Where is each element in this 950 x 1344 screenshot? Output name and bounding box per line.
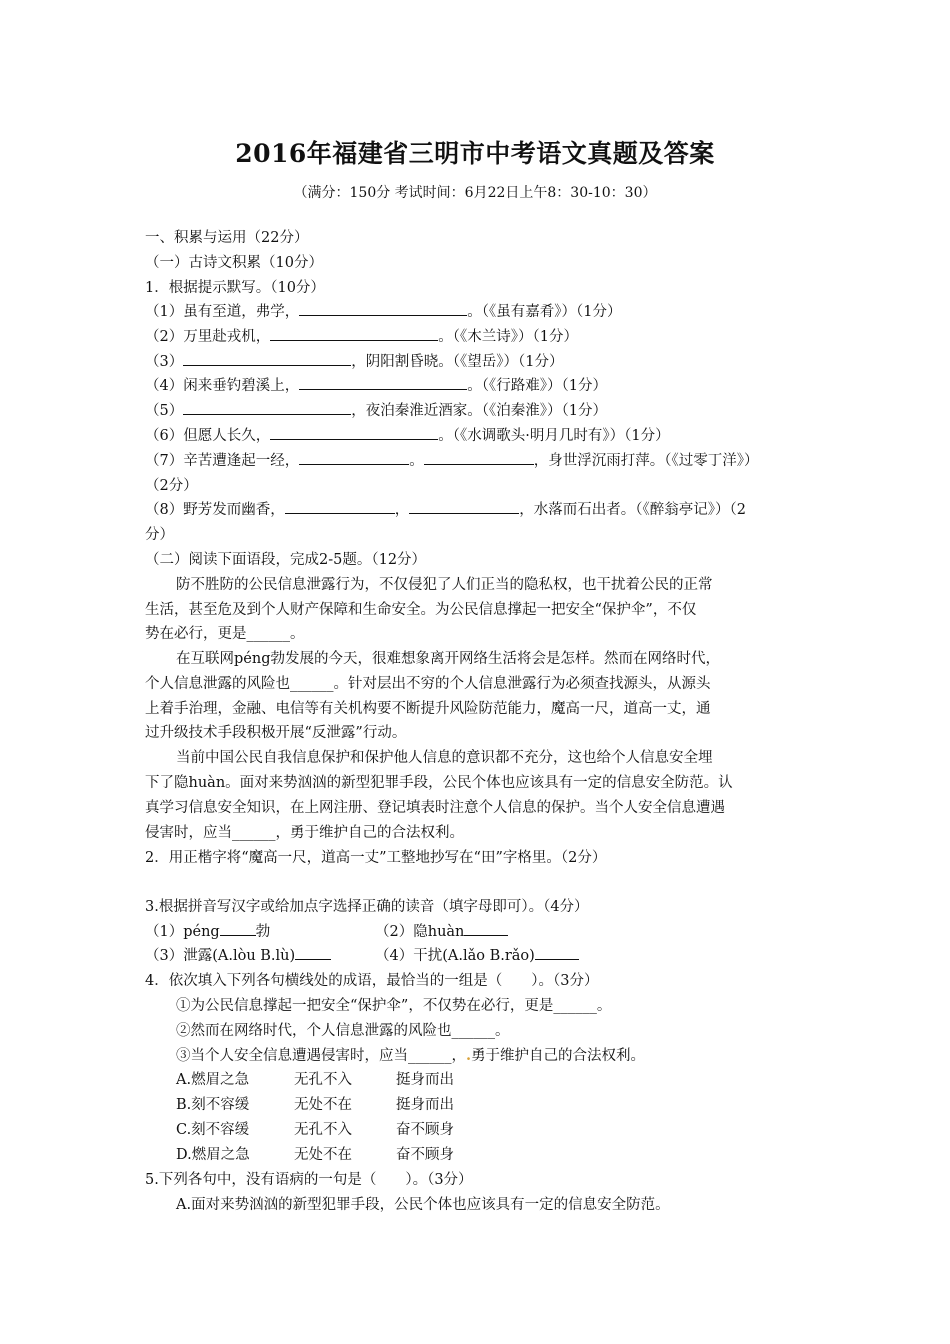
question-5-stem: 5.下列各句中，没有语病的一句是（ ）。（3分） xyxy=(145,1172,473,1188)
q3-part-3-label: （3）泄露(A.lòu B.lù) xyxy=(145,948,296,964)
question-1-stem: 1．根据提示默写。（10分） xyxy=(145,280,325,296)
item-prefix: （1）虽有至道，弗学， xyxy=(145,304,300,320)
q5-option-a[interactable]: A.面对来势汹汹的新型犯罪手段，公民个体也应该具有一定的信息安全防范。 xyxy=(176,1197,670,1213)
option-idiom-3: 挺身而出 xyxy=(396,1097,454,1113)
passage-line: 个人信息泄露的风险也______。针对层出不穷的个人信息泄露行为必须查找源头，从源头 xyxy=(145,676,711,692)
answer-blank[interactable] xyxy=(270,427,438,440)
q3-part-1 xyxy=(145,923,375,941)
option-idiom-3: 奋不顾身 xyxy=(396,1122,454,1138)
q3-part-1-suffix: 勃 xyxy=(255,924,271,940)
item-suffix: 。（《行路难》）（1分） xyxy=(467,378,607,394)
answer-blank[interactable] xyxy=(295,947,331,960)
option-idiom-2: 无处不在 xyxy=(294,1097,352,1113)
answer-blank[interactable] xyxy=(464,923,508,936)
recitation-item xyxy=(145,353,563,371)
option-label: C.刻不容缓 xyxy=(176,1122,250,1138)
option-label: D.燃眉之急 xyxy=(176,1147,250,1163)
item-prefix: （5） xyxy=(145,403,184,419)
recitation-item xyxy=(145,328,578,346)
answer-blank[interactable] xyxy=(183,402,351,415)
option-label: B.刻不容缓 xyxy=(176,1097,250,1113)
option-label: A.燃眉之急 xyxy=(176,1072,250,1088)
option-idiom-2: 无孔不入 xyxy=(294,1122,352,1138)
q4-option-b[interactable] xyxy=(176,1096,454,1114)
answer-blank[interactable] xyxy=(285,501,395,514)
answer-blank[interactable] xyxy=(220,923,256,936)
item-7-points: （2分） xyxy=(145,478,198,494)
q4-sentence-3-start: ③当个人安全信息遭遇侵害时，应当______， xyxy=(176,1048,466,1064)
passage-line: 过升级技术手段积极开展“反泄露”行动。 xyxy=(145,725,407,741)
item-suffix: 。（《木兰诗》）（1分） xyxy=(438,329,578,345)
item-prefix: （7）辛苦遭逢起一经， xyxy=(145,453,300,469)
q4-option-d[interactable] xyxy=(176,1146,454,1164)
recitation-item xyxy=(145,377,607,395)
item-suffix: ，夜泊秦淮近酒家。（《泊秦淮》）（1分） xyxy=(351,403,607,419)
item-suffix: 。（《水调歌头·明月几时有》）（1分） xyxy=(438,428,670,444)
answer-blank[interactable] xyxy=(183,353,351,366)
recitation-item xyxy=(145,427,670,445)
answer-blank[interactable] xyxy=(299,303,467,316)
answer-blank[interactable] xyxy=(299,377,467,390)
emphasis-dot: . xyxy=(466,1047,472,1064)
page-title: 2016年福建省三明市中考语文真题及答案 xyxy=(235,139,715,168)
passage-line: 在互联网péng勃发展的今天，很难想象离开网络生活将会是怎样。然而在网络时代， xyxy=(176,651,720,667)
answer-blank[interactable] xyxy=(424,452,534,465)
answer-blank[interactable] xyxy=(535,947,579,960)
subsection-heading: （二）阅读下面语段，完成2-5题。（12分） xyxy=(145,552,427,568)
question-2-stem: 2．用正楷字将“魔高一尺，道高一丈”工整地抄写在“田”字格里。（2分） xyxy=(145,850,607,866)
section-heading: 一、积累与运用（22分） xyxy=(145,230,309,246)
option-idiom-2: 无处不在 xyxy=(294,1147,352,1163)
question-3-row-2 xyxy=(145,947,579,965)
item-suffix: 。（《虽有嘉肴》）（1分） xyxy=(467,304,622,320)
q3-part-3 xyxy=(145,947,375,965)
recitation-item xyxy=(145,402,607,420)
item-suffix: ，阴阳割昏晓。（《望岳》）（1分） xyxy=(351,354,564,370)
passage-line: 生活，甚至危及到个人财产保障和生命安全。为公民信息撑起一把安全“保护伞”，不仅 xyxy=(145,602,697,618)
item-mid: 。 xyxy=(409,453,424,469)
passage-line: 下了隐huàn。面对来势汹汹的新型犯罪手段，公民个体也应该具有一定的信息安全防范。认 xyxy=(145,775,733,791)
question-4-stem: 4．依次填入下列各句横线处的成语，最恰当的一组是（ ）。（3分） xyxy=(145,973,599,989)
option-idiom-3: 奋不顾身 xyxy=(396,1147,454,1163)
q4-sentence-2: ②然而在网络时代，个人信息泄露的风险也______。 xyxy=(176,1023,510,1039)
q4-option-a[interactable] xyxy=(176,1071,454,1089)
passage-line: 防不胜防的公民信息泄露行为，不仅侵犯了人们正当的隐私权，也干扰着公民的正常 xyxy=(176,577,713,593)
passage-line: 势在必行，更是______。 xyxy=(145,626,305,642)
passage-line: 侵害时，应当______，勇于维护自己的合法权利。 xyxy=(145,825,464,841)
passage-line: 上着手治理，金融、电信等有关机构要不断提升风险防范能力，魔高一尺，道高一丈，通 xyxy=(145,701,711,717)
q4-sentence-3-end: 勇于维护自己的合法权利。 xyxy=(471,1048,646,1064)
answer-blank[interactable] xyxy=(270,328,438,341)
recitation-item xyxy=(145,303,621,321)
answer-blank[interactable] xyxy=(299,452,409,465)
item-mid: ， xyxy=(394,502,410,518)
item-8-points: 分） xyxy=(145,527,174,543)
q4-option-c[interactable] xyxy=(176,1121,454,1139)
answer-blank[interactable] xyxy=(409,501,519,514)
q3-part-4-label: （4）干扰(A.lǎo B.rǎo) xyxy=(375,948,535,964)
item-suffix: ，身世浮沉雨打萍。（《过零丁洋》） xyxy=(533,453,759,469)
q3-part-2 xyxy=(375,923,508,941)
item-prefix: （4）闲来垂钓碧溪上， xyxy=(145,378,300,394)
item-suffix: ，水落而石出者。（《醉翁亭记》）（2 xyxy=(519,502,746,518)
q3-part-1-label: （1）péng xyxy=(145,924,220,940)
question-3-row-1 xyxy=(145,923,508,941)
item-prefix: （6）但愿人长久， xyxy=(145,428,271,444)
q3-part-4 xyxy=(375,947,579,965)
item-prefix: （8）野芳发而幽香， xyxy=(145,502,285,518)
q4-sentence-3 xyxy=(176,1047,645,1065)
option-idiom-3: 挺身而出 xyxy=(396,1072,454,1088)
q3-part-2-label: （2）隐huàn xyxy=(375,924,465,940)
passage-line: 当前中国公民自我信息保护和保护他人信息的意识都不充分，这也给个人信息安全埋 xyxy=(176,750,713,766)
passage-line: 真学习信息安全知识，在上网注册、登记填表时注意个人信息的保护。当个人安全信息遭遇 xyxy=(145,800,725,816)
recitation-item-7 xyxy=(145,452,758,470)
item-prefix: （2）万里赴戎机， xyxy=(145,329,271,345)
item-prefix: （3） xyxy=(145,354,184,370)
q4-sentence-1: ①为公民信息撑起一把安全“保护伞”，不仅势在必行，更是______。 xyxy=(176,998,612,1014)
question-3-stem: 3.根据拼音写汉字或给加点字选择正确的读音（填字母即可）。（4分） xyxy=(145,899,589,915)
recitation-item-8 xyxy=(145,501,746,519)
exam-info: （满分：150分 考试时间：6月22日上午8：30-10：30） xyxy=(293,185,657,201)
option-idiom-2: 无孔不入 xyxy=(294,1072,352,1088)
subsection-heading: （一）古诗文积累（10分） xyxy=(145,255,323,271)
